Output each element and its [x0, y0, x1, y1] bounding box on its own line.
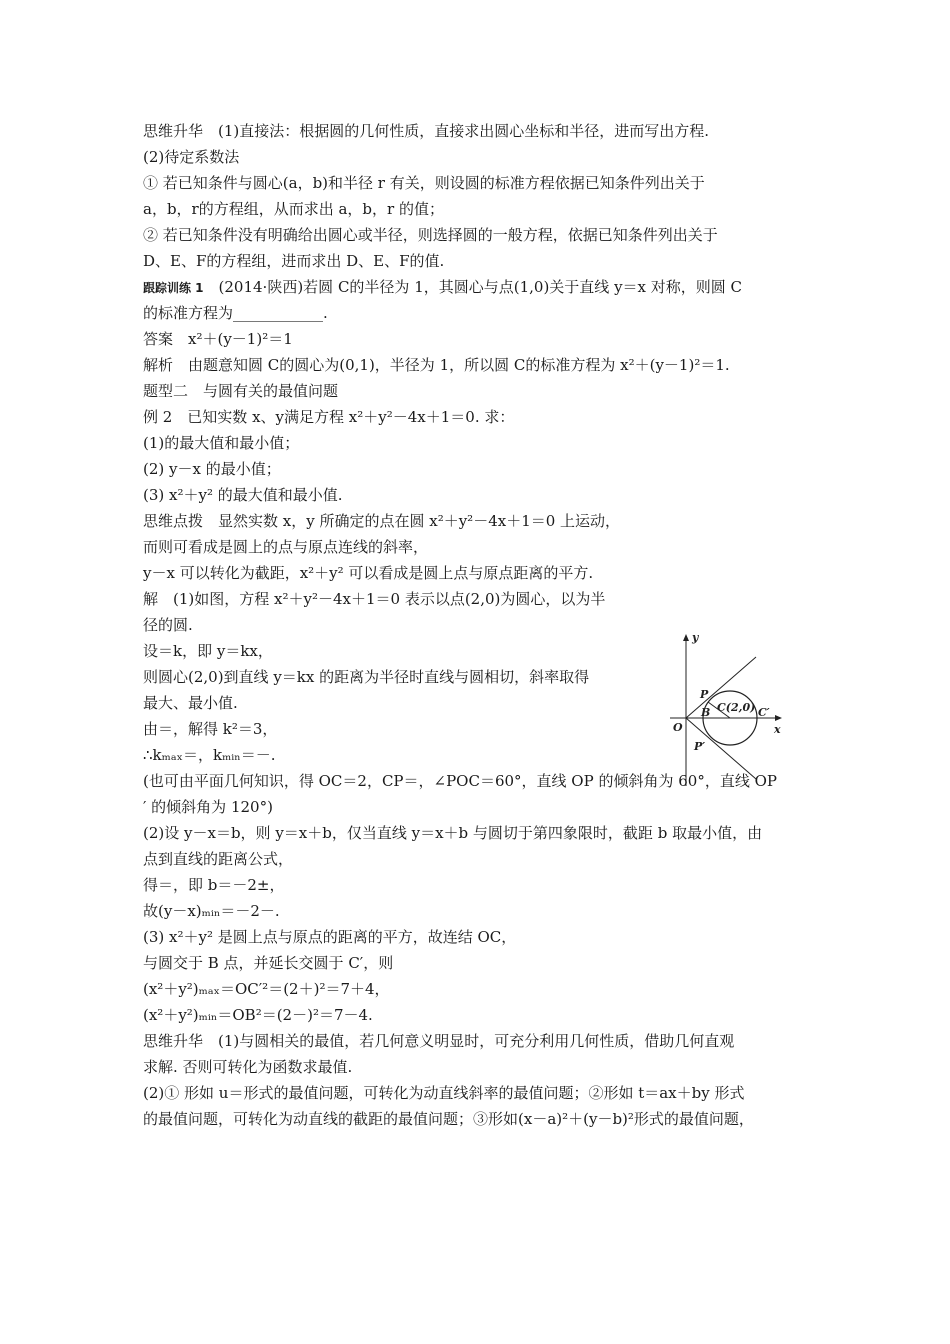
point-p-prime-label: P′ — [694, 740, 706, 753]
text-line: (x²＋y²)ₘᵢₙ＝OB²＝(2－)²＝7－4. — [143, 1006, 373, 1024]
text-line: (3) x²＋y² 的最大值和最小值. — [143, 486, 343, 504]
text-line: 得＝，即 b＝－2±， — [143, 876, 285, 894]
text-line: 的标准方程为____________. — [143, 304, 328, 322]
text-line: (2)设 y－x＝b，则 y＝x＋b，仅当直线 y＝x＋b 与圆切于第四象限时，截距 b 取最小值，由 — [143, 824, 763, 842]
origin-label: O — [673, 721, 683, 734]
example-line: 例 2 已知实数 x、y满足方程 x²＋y²－4x＋1＝0. 求： — [143, 408, 515, 426]
section-heading: 题型二 与圆有关的最值问题 — [143, 382, 339, 400]
answer-line: 答案 x²＋(y－1)²＝1 — [143, 330, 293, 348]
text-line: ′ 的倾斜角为 120°) — [143, 798, 273, 816]
circle-diagram — [670, 632, 790, 788]
text-line: y－x 可以转化为截距，x²＋y² 可以看成是圆上点与原点距离的平方. — [143, 564, 594, 582]
summary-line: 思维升华 (1)直接法：根据圆的几何性质，直接求出圆心坐标和半径，进而写出方程. — [143, 122, 710, 140]
exercise-line — [143, 274, 815, 300]
y-axis-label: y — [692, 631, 699, 644]
text-line: 与圆交于 B 点，并延长交圆于 C′，则 — [143, 954, 394, 972]
text-line: (2)待定系数法 — [143, 148, 240, 166]
text-line: 最大、最小值. — [143, 694, 238, 712]
text-body — [143, 118, 815, 1132]
text-line: D、E、F的方程组，进而求出 D、E、F的值. — [143, 252, 445, 270]
exercise-text: (2014·陕西)若圆 C的半径为 1，其圆心与点(1,0)关于直线 y＝x 对称，则圆 C — [203, 278, 743, 296]
text-line: (3) x²＋y² 是圆上点与原点的距离的平方，故连结 OC， — [143, 928, 517, 946]
solution-line: 解 (1)如图，方程 x²＋y²－4x＋1＝0 表示以点(2,0)为圆心，以为半 — [143, 590, 606, 608]
text-line: (也可由平面几何知识，得 OC＝2，CP＝，∠POC＝60°，直线 OP 的倾斜角为 60°，直线 OP — [143, 772, 777, 790]
hint-line: 思维点拨 显然实数 x，y 所确定的点在圆 x²＋y²－4x＋1＝0 上运动， — [143, 512, 621, 530]
text-line: (2) y－x 的最小值； — [143, 460, 281, 478]
x-axis-arrow — [775, 715, 782, 721]
text-line: 则圆心(2,0)到直线 y＝kx 的距离为半径时直线与圆相切，斜率取得 — [143, 668, 590, 686]
text-line: (1)的最大值和最小值； — [143, 434, 300, 452]
text-line: ∴kₘₐₓ＝，kₘᵢₙ＝－. — [143, 746, 276, 764]
text-line: (x²＋y²)ₘₐₓ＝OC′²＝(2＋)²＝7＋4， — [143, 980, 390, 998]
text-line: 故(y－x)ₘᵢₙ＝－2－. — [143, 902, 280, 920]
point-b-label: B — [701, 706, 711, 719]
text-line: 由＝，解得 k²＝3， — [143, 720, 278, 738]
text-line: (2)① 形如 u＝形式的最值问题，可转化为动直线斜率的最值问题；②形如 t＝ax＋by 形式 — [143, 1084, 745, 1102]
text-line: a，b，r的方程组，从而求出 a，b，r 的值； — [143, 200, 444, 218]
text-line: 的最值问题，可转化为动直线的截距的最值问题；③形如(x－a)²＋(y－b)²形式的最值问题， — [143, 1110, 754, 1128]
text-line: ② 若已知条件没有明确给出圆心或半径，则选择圆的一般方程，依据已知条件列出关于 — [143, 226, 718, 244]
center-c-label: C(2,0) — [717, 701, 756, 714]
text-line: 设＝k，即 y＝kx， — [143, 642, 273, 660]
exercise-label: 跟踪训练 1 — [143, 281, 204, 295]
text-line: 径的圆. — [143, 616, 193, 634]
point-p-label: P — [700, 688, 709, 701]
analysis-line: 解析 由题意知圆 C的圆心为(0,1)，半径为 1，所以圆 C的标准方程为 x²＋(y－1)²＝1. — [143, 356, 730, 374]
text-line: ① 若已知条件与圆心(a，b)和半径 r 有关，则设圆的标准方程依据已知条件列出关于 — [143, 174, 705, 192]
point-c-prime-label: C′ — [758, 706, 770, 719]
text-line: 求解. 否则可转化为函数求最值. — [143, 1058, 353, 1076]
x-axis-label: x — [774, 723, 781, 736]
summary-line: 思维升华 (1)与圆相关的最值，若几何意义明显时，可充分利用几何性质，借助几何直观 — [143, 1032, 735, 1050]
text-line: 而则可看成是圆上的点与原点连线的斜率， — [143, 538, 429, 556]
circle-figure — [670, 632, 790, 788]
text-line: 点到直线的距离公式， — [143, 850, 294, 868]
y-axis-arrow — [683, 634, 689, 641]
